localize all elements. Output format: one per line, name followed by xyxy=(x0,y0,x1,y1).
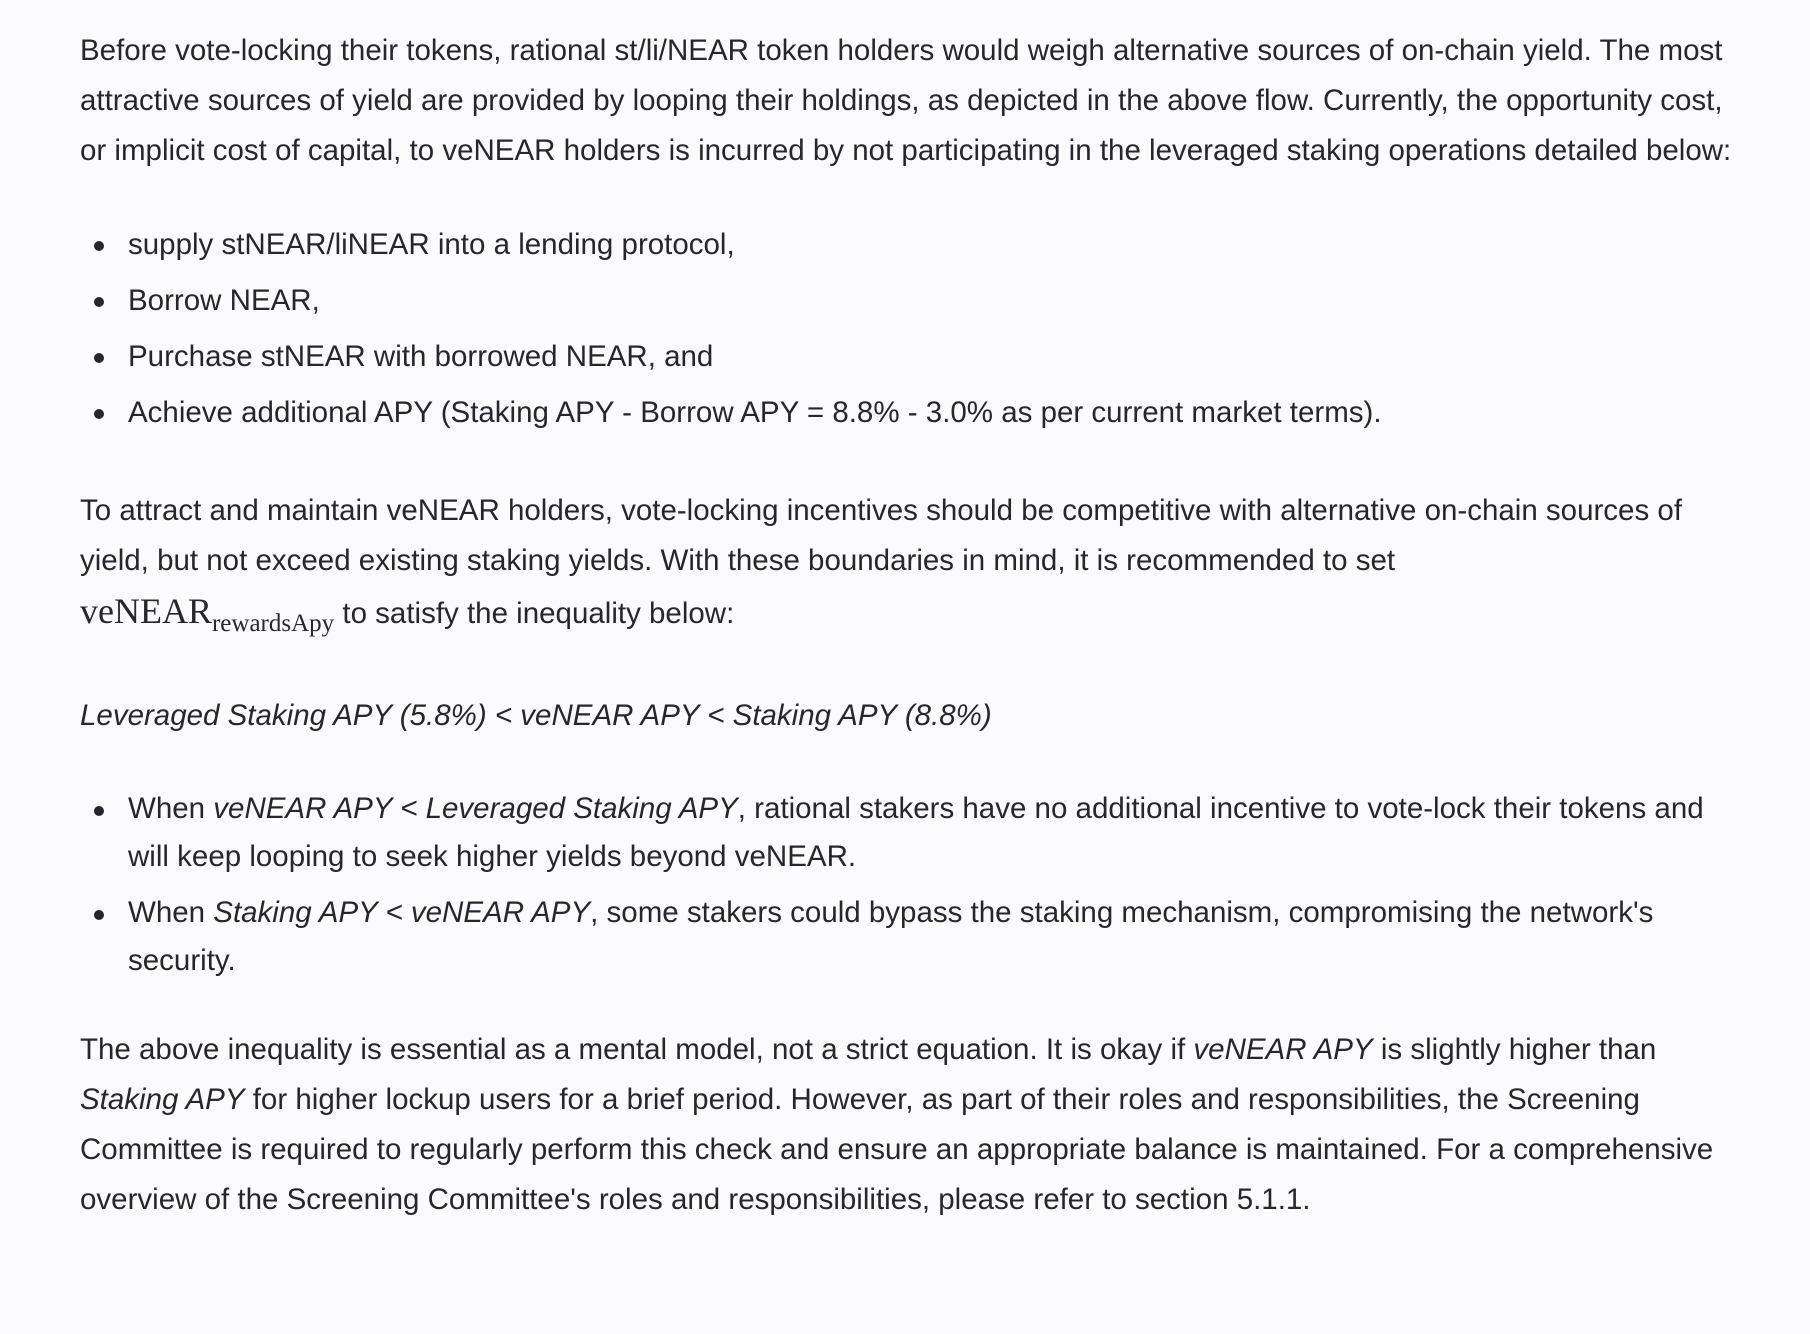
bullet-icon xyxy=(94,297,104,307)
intro-paragraph: Before vote-locking their tokens, rational st/li/NEAR token holders would weigh alternative sources of on-chain yield. The most attractive sources of yield are provided by looping their holdings, as depicted in the above flow. Currently, the opportunity cost, or implicit cost of capital, to veNEAR holders is incurred by not participating in the leveraged staking operations detailed below: xyxy=(80,34,1732,167)
list-item: When veNEAR APY < Leveraged Staking APY, rational stakers have no additional incentive to vote-lock their tokens and will keep looping to seek higher yields beyond veNEAR. xyxy=(80,785,1740,881)
bullet-icon xyxy=(94,806,104,816)
conclusion-paragraph: The above inequality is essential as a mental model, not a strict equation. It is okay if veNEAR APY is slightly higher than Staking APY for higher lockup users for a brief period. However, as part of their roles and responsibilities, the Screening Committee is required to regularly perform this check and ensure an appropriate balance is maintained. For a comprehensive overview of the Screening Committee's roles and responsibilities, please refer to section 5.1.1. xyxy=(80,1033,1714,1216)
bullet-icon xyxy=(94,910,104,920)
list-item: When Staking APY < veNEAR APY, some stakers could bypass the staking mechanism, compromising the network's security. xyxy=(80,889,1740,985)
list-item: Borrow NEAR, xyxy=(80,276,1740,332)
leveraged-staking-steps-list xyxy=(80,220,1740,444)
inequality-statement: Leveraged Staking APY (5.8%) < veNEAR APY < Staking APY (8.8%) xyxy=(80,699,992,732)
bullet-icon xyxy=(94,241,104,251)
list-item: supply stNEAR/liNEAR into a lending protocol, xyxy=(80,220,1740,276)
conditions-list xyxy=(80,785,1740,985)
list-item: Purchase stNEAR with borrowed NEAR, and xyxy=(80,332,1740,388)
recommendation-paragraph: To attract and maintain veNEAR holders, vote-locking incentives should be competitive with alternative on-chain sources of yield, but not exceed existing staking yields. With these boundaries in mind, it is recommended to set veNEAR$_{rewardsApy}$ to satisfy the inequality below: xyxy=(80,494,1683,637)
bullet-icon xyxy=(94,409,104,419)
document-body xyxy=(80,26,1740,1225)
list-item: Achieve additional APY (Staking APY - Borrow APY = 8.8% - 3.0% as per current market terms). xyxy=(80,388,1740,444)
bullet-icon xyxy=(94,353,104,363)
math-expression: veNEAR$_{rewardsApy}$ xyxy=(80,591,335,637)
